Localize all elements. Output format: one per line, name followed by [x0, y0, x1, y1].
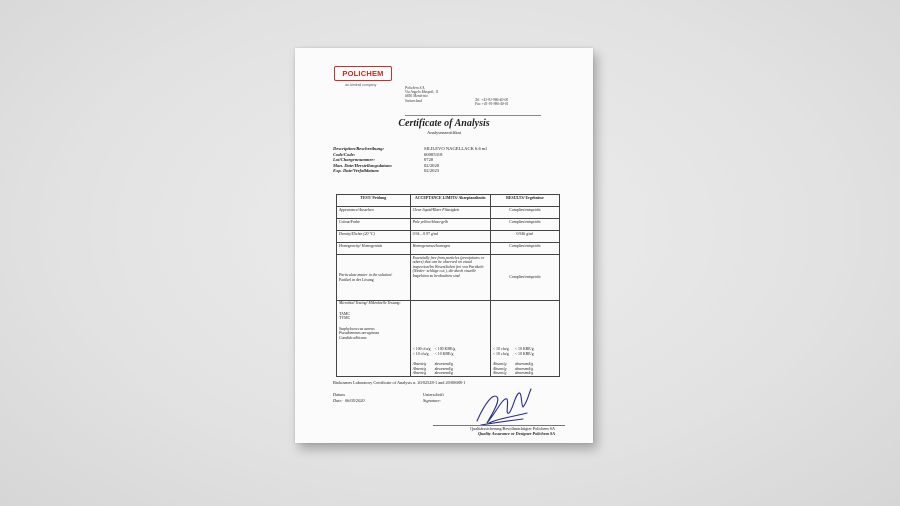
table-row: Appearance/Aussehen Clear liquid/Klare Flüssigkeit Complies/entspricht	[337, 207, 560, 219]
date-block: Datum Date: 06/05/2020	[333, 392, 365, 403]
field-row: Exp. Date/Verfalldatum: 02/2023	[333, 168, 440, 173]
quality-assurance-block: Qualitätssicherung/Bevollmächtigter Polichem SA Quality Assurance or Designee Polichem SA	[470, 426, 555, 437]
lab-footnote: Biokosmes Laboratory Certificate of Analysis n. 20/02528-1 and 20/00688-1	[333, 380, 466, 385]
field-row: Description/Beschreibung: SILILEVO NAGELLACK 6.6 ml	[333, 146, 487, 151]
table-row: Microbial Testing/ Mikrobielle Testung: TAMC TYMC Staphylococcus aureus Pseudomonas aeruginosa Candida albicans < 100 cfu/g < 100 KBE/g < 10 cfu/g < 10 KBE/g Absent/g abwesend/g Absent/g abwesend/g Absent/g abwesend/g < 10 cfu/g < 10 KBE/g < 10 cfu/g < 10 KBE/g Absent/g abwesend/g Absent/g abwesend/g Absent/g abwesend/g	[337, 300, 560, 376]
phone-line: Tel. +41-91-986-40-00	[475, 98, 509, 102]
document-subtitle: Analysenzertifikat	[427, 130, 461, 135]
header-limits: ACCEPTANCE LIMITS/ Akzeptanzlimits	[410, 195, 490, 207]
handwritten-signature	[467, 383, 537, 429]
field-row: Lot/Chargennummer: 0720	[333, 157, 434, 162]
company-contact	[475, 98, 508, 106]
fax-line: Fax +41-91-986-40-01	[475, 102, 509, 107]
product-fields	[333, 146, 487, 174]
document-title: Certificate of Analysis	[398, 118, 490, 129]
address-line: Polichem S.A.	[405, 86, 426, 90]
address-line: Switzerland	[405, 98, 422, 103]
company-address	[405, 86, 439, 103]
almirall-tagline: an Almirall company	[345, 83, 377, 87]
polichem-logo: POLICHEM	[334, 66, 392, 81]
table-row: Colour/Farbe Pale yellow/blass-gelb Complies/entspricht	[337, 219, 560, 231]
table-row: Density/Dichte (20 °C) 0.94 – 0.97 g/ml 0.946 g/ml	[337, 231, 560, 243]
table-row: Particulate matter in the solution/ Partikel in der Lösung Essentially free from particles (precipitates or others) that can be observed on visual inspection/Im Wesentlichen frei von Partikeln (Nieder- schläge o.ä.), die durch visuelle Inspektion zu beobachten sind Complies/entspricht	[337, 255, 560, 301]
table-row: Homogeneity/ Homogenität Homogeneous/homogen Complies/entspricht	[337, 243, 560, 255]
field-row: Man. Date/Herstellungsdatum: 02/2020	[333, 162, 440, 168]
certificate-document	[295, 48, 593, 443]
header-test: TEST/ Prüfung	[337, 195, 411, 207]
address-line: Via Angelo Maspoli, 11	[405, 90, 439, 95]
header-results: RESULTS/ Ergebnisse	[490, 195, 559, 207]
signature-label-block: Unterschrift Signature:	[423, 392, 444, 403]
table-header-row	[337, 195, 560, 207]
field-row: Code/Code: 60005318	[333, 151, 443, 157]
header-divider	[405, 115, 541, 116]
address-line: 6850 Mendrisio	[405, 94, 428, 99]
results-table	[336, 194, 560, 377]
